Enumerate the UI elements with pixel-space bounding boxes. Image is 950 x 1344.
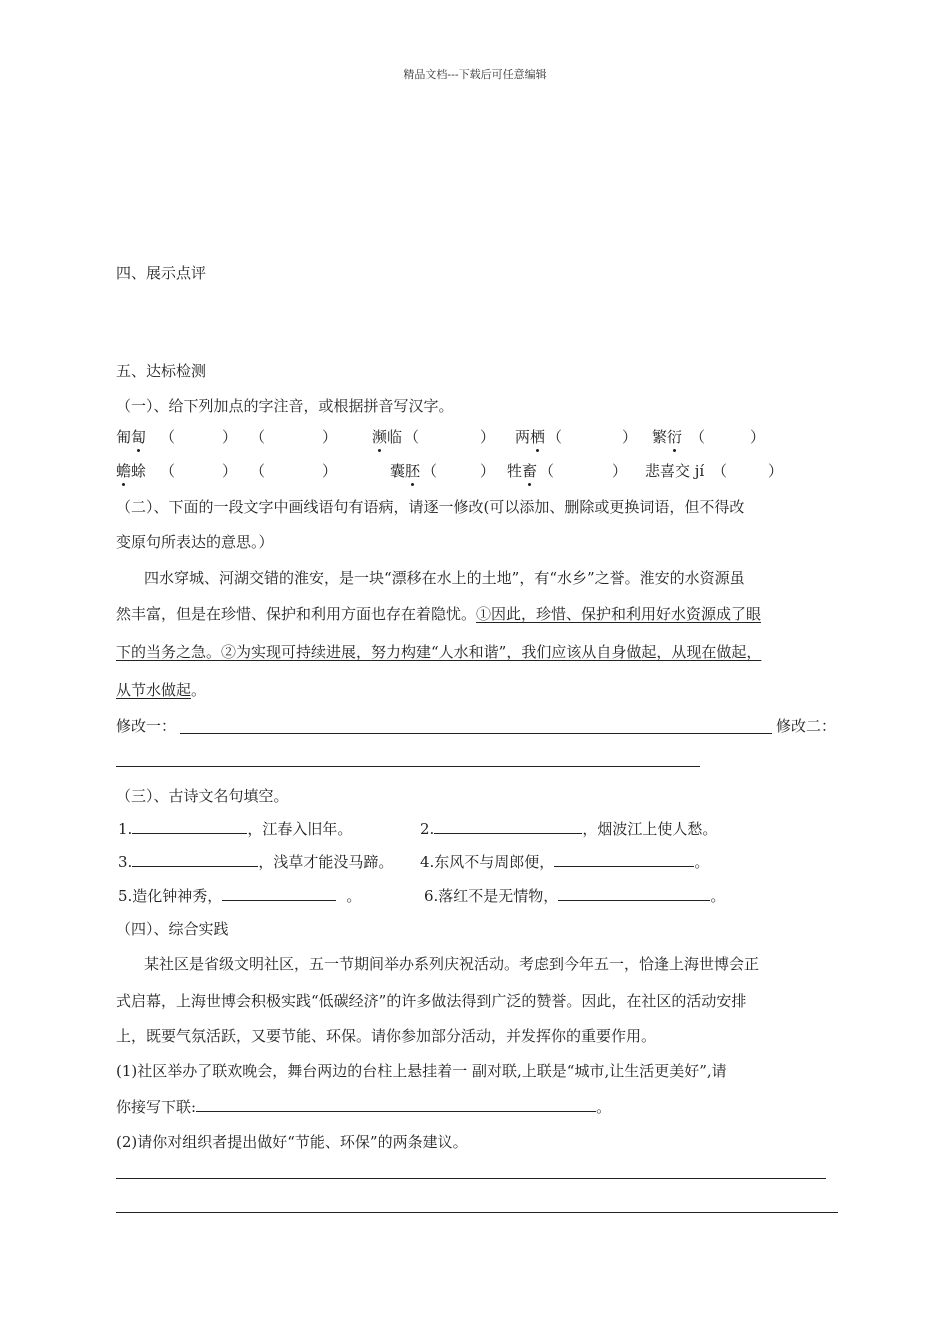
poem-item-6: 6.落红不是无情物， 。	[424, 887, 726, 905]
page-header: 精品文档---下载后可任意编辑	[403, 68, 547, 81]
poem-item-1: 1. ，江春入旧年。	[118, 820, 353, 838]
q2-title-line-1: （二）、下面的一段文字中画线语句有语病，请逐一修改(可以添加、删除或更换词语，但不得改	[116, 498, 745, 516]
q4-passage-line-2: 式启幕，上海世博会积极实践“低碳经济”的许多做法得到广泛的赞誉。因此，在社区的活动安排	[116, 992, 747, 1010]
word-fanyan: 繁衍	[652, 428, 683, 446]
fix-two-label: 修改二：	[776, 717, 837, 735]
fix-two-blank[interactable]	[116, 766, 700, 767]
word-liangqi: 两栖	[515, 428, 546, 446]
q4-subquestion-1-line-1: (1)社区举办了联欢晚会，舞台两边的台柱上悬挂着一 副对联,上联是“城市,让生活更美好”,请	[116, 1062, 727, 1080]
poem-blank-1[interactable]	[132, 819, 247, 834]
suggestion-blank-1[interactable]	[116, 1178, 826, 1179]
word-chanchu: 蟾蜍	[116, 462, 147, 480]
word-nangpei: 囊胚	[390, 462, 421, 480]
q4-title: （四）、综合实践	[116, 920, 229, 938]
suggestion-blank-2[interactable]	[116, 1212, 838, 1213]
fix-one-label: 修改一：	[116, 717, 177, 735]
q2-passage-line-3: 下的当务之急。②为实现可持续进展，努力构建“人水和谐”，我们应该从自身做起，从现在做起，	[116, 643, 762, 661]
couplet-answer-blank[interactable]	[196, 1097, 596, 1112]
q4-subquestion-2: (2)请你对组织者提出做好“节能、环保”的两条建议。	[116, 1133, 468, 1151]
underlined-sentence-1: ①因此，珍惜、保护和利用好水资源成了眼	[476, 605, 762, 623]
poem-item-2: 2. ，烟波江上使人愁。	[420, 820, 718, 838]
fix-one-blank[interactable]	[180, 733, 772, 734]
section-4-title: 四、展示点评	[116, 264, 207, 282]
poem-item-5: 5.造化钟神秀， 。	[118, 887, 362, 905]
poem-item-4: 4.东风不与周郎便， 。	[420, 853, 710, 871]
poem-blank-4[interactable]	[554, 852, 694, 867]
poem-blank-2[interactable]	[434, 819, 582, 834]
q3-title: （三）、古诗文名句填空。	[116, 787, 289, 805]
q4-passage-line-1: 某社区是省级文明社区，五一节期间举办系列庆祝活动。考虑到今年五一，恰逢上海世博会正	[144, 955, 760, 973]
poem-blank-5[interactable]	[222, 886, 336, 901]
q2-passage-line-1: 四水穿城、河湖交错的淮安，是一块“漂移在水上的土地”，有“水乡”之誉。淮安的水资源虽	[144, 569, 745, 587]
q1-title: （一）、给下列加点的字注音，或根据拼音写汉字。	[116, 397, 454, 415]
word-binlin: 濒临	[372, 428, 403, 446]
word-shengchu: 牲畜	[507, 462, 538, 480]
word-pufu: 匍匐	[116, 428, 147, 446]
q2-passage-line-4: 从节水做起。	[116, 681, 207, 699]
underlined-sentence-2: ②为实现可持续进展，努力构建“人水和谐”，我们应该从自身做	[221, 643, 642, 661]
section-5-title: 五、达标检测	[116, 362, 207, 380]
word-beixijiaoji: 悲喜交 jí	[645, 462, 705, 480]
poem-blank-3[interactable]	[132, 852, 258, 867]
q2-title-line-2: 变原句所表达的意思。）	[116, 533, 274, 551]
q4-passage-line-3: 上，既要气氛活跃，又要节能、环保。请你参加部分活动，并发挥你的重要作用。	[116, 1027, 657, 1045]
poem-blank-6[interactable]	[558, 886, 710, 901]
q2-passage-line-2: 然丰富，但是在珍惜、保护和利用方面也存在着隐忧。①因此，珍惜、保护和利用好水资源成了眼	[116, 605, 762, 623]
q4-subquestion-1-line-2: 你接写下联: 。	[116, 1098, 612, 1116]
poem-item-3: 3. ，浅草才能没马蹄。	[118, 853, 394, 871]
